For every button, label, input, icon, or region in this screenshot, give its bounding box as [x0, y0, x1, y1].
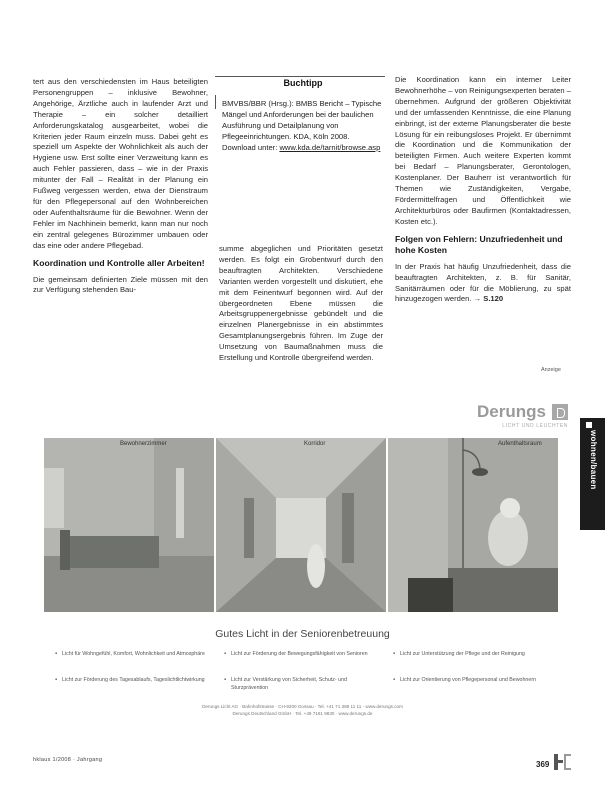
ad-label: Anzeige [541, 367, 561, 373]
buchtipp-text: BMVBS/BBR (Hrsg.): BMBS Bericht – Typische Mängel und Anforderungen bei der baulichen Ausführung und Detailplanung von Pflegeeinrichtungen. KDA, Köln 2008. Download unter: [222, 98, 382, 152]
side-tab-label: wohnen/bauen [589, 430, 598, 490]
brand-tagline: LICHT UND LEUCHTEN [502, 423, 568, 429]
photo-label: Bewohnerzimmer [120, 441, 167, 447]
ad-heading: Gutes Licht in der Seniorenbetreuung [215, 628, 390, 640]
body-paragraph: Die Koordination kann ein interner Leiter Bewohnerhöhe – von Reinigungsexperten beraten – übernehmen. Aufgrund der größeren Objektivität und der umfassenden Kenntnisse, die eine Planung einbringt, ist der externe Planungsberater die beste Lösung für ein reibungsloses Projekt. Er übernimmt die Koordination und die Kommunikation der beteiligten Firmen. Auch weitere Experten kommt bei Bedarf – Planungsberater, Gerontologen, Kostenplaner. Der Bauherr ist verantwortlich für Themen wie Zuständigkeiten, Vergabe, Fördermittelfragen und Öffentlichkeit wie Architekturbüros oder Baufirmen (Kontaktadressen, Kosten etc.). [395, 75, 571, 226]
continuation-mark: → S.120 [473, 294, 504, 304]
photo-corridor [216, 438, 386, 612]
ad-feature-item: ▪ Licht zur Orientierung von Pflegepersonal und Bewohnern [400, 676, 550, 684]
corridor-illustration [216, 438, 386, 612]
article-column-2 [219, 244, 383, 364]
ad-contact-line: Derungs Deutschland GmbH · Tel. +49 7161 9830 · www.derungs.de [232, 711, 373, 716]
buchtipp-title: Buchtipp [283, 78, 323, 88]
buchtipp-box [222, 78, 384, 153]
side-tab-marker [586, 422, 592, 428]
body-paragraph: tert aus den verschiedensten im Haus beteiligten Personengruppen – inklusive Bewohner, Angehörige, Ärztliche auch in laufender Arzt und Therapie – ein solcher detailliert Anforderungskatalog ausgearbeitet, wobei die Kriterien jeder Raum einzeln muss. Dabei geht es speziell um Aspekte der Wohnlichkeit als auch der Hygiene usw. Erst sollte einer Verzweitung kann es auch Fehler passieren, dass – wie in der Praxis mitunter der Fall – Realität in der Planung ein Fußweg vergessen werden, etwa der Dienstraum für den Pflegepersonal auf den Wohnbereichen oder Aufenthaltsräume für die Bewohner. Wenn der Fehler im Nachhinein bemerkt, kann man nur noch ein zentral gelegenes Bürozimmer umbauen oder das eine oder andere Pflegebad. [33, 77, 208, 250]
brand-mark-icon [552, 404, 568, 420]
section-heading: Koordination und Kontrolle aller Arbeiten! [33, 257, 205, 268]
body-paragraph: summe abgeglichen und Prioritäten gesetzt werden. Es folgt ein Grobentwurf durch den beauftragten Architekten. Verschiedene Varianten werden vorgestellt und diskutiert, ehe mit dem Feinentwurf begonnen wird. Auf der übergeordneten Ebene müssen die Arbeitsgruppenergebnisse gebündelt und die einzelnen Planergebnisse in ein abstimmtes Gesamtplanungsergebnis führen. Im Zuge der Umsetzung von Baumaßnahmen muss die Erstellung und Kontrolle übergreifend werden. [219, 244, 383, 363]
ad-contact-line: Derungs Licht AG · Bahnhofstrasse · CH-9200 Gossau · Tel. +41 71 388 11 11 · www.derungs.com [202, 704, 403, 709]
buchtipp-rule [215, 76, 385, 77]
common-room-illustration [388, 438, 558, 612]
body-paragraph [395, 262, 571, 306]
buchtipp-side-mark [215, 95, 216, 109]
footer-issue-info: hklaus 1/2008 · Jahrgang [33, 757, 103, 763]
derungs-logo [424, 402, 574, 440]
body-paragraph: Die gemeinsam definierten Ziele müssen mit den zur Verfügung stehenden Bau- [33, 274, 208, 295]
photo-resident-room [44, 438, 214, 612]
section-heading: Folgen von Fehlern: Unzufriedenheit und hohe Kosten [395, 233, 563, 255]
article-column-1 [33, 77, 208, 296]
body-text: In der Praxis hat häufig Unzufriedenheit, dass die beauftragten Architekten, z. B. für Sanitär, Sanitärräumen oder für die Möblierung, zu spät hinzugezogen werden. [395, 261, 571, 304]
ad-feature-item: ▪ Licht zur Förderung des Tagesablaufs, Tageslichtlichtwirkung [62, 676, 212, 684]
photo-label: Korridor [304, 441, 326, 447]
brand-name: Derungs [477, 402, 546, 421]
article-column-3 [395, 75, 571, 305]
photo-label: Aufenthaltsraum [498, 441, 542, 447]
magazine-logo-icon [554, 754, 572, 770]
photo-common-room [388, 438, 558, 612]
ad-feature-item: ▪ Licht zur Unterstützung der Pflege und der Reinigung [400, 650, 550, 658]
ad-feature-item: ▪ Licht für Wohngefühl, Komfort, Wohnlichkeit und Atmosphäre [62, 650, 212, 658]
page-number: 369 [536, 760, 550, 769]
ad-feature-item: ▪ Licht zur Förderung der Bewegungsfähigkeit von Senioren [231, 650, 381, 658]
ad-feature-item: ▪ Licht zur Verstärkung von Sicherheit, Schutz- und Sturzprävention [231, 676, 381, 692]
room-illustration [44, 438, 214, 612]
buchtipp-link[interactable]: www.kda.de/tarnit/browse.asp [279, 142, 381, 152]
